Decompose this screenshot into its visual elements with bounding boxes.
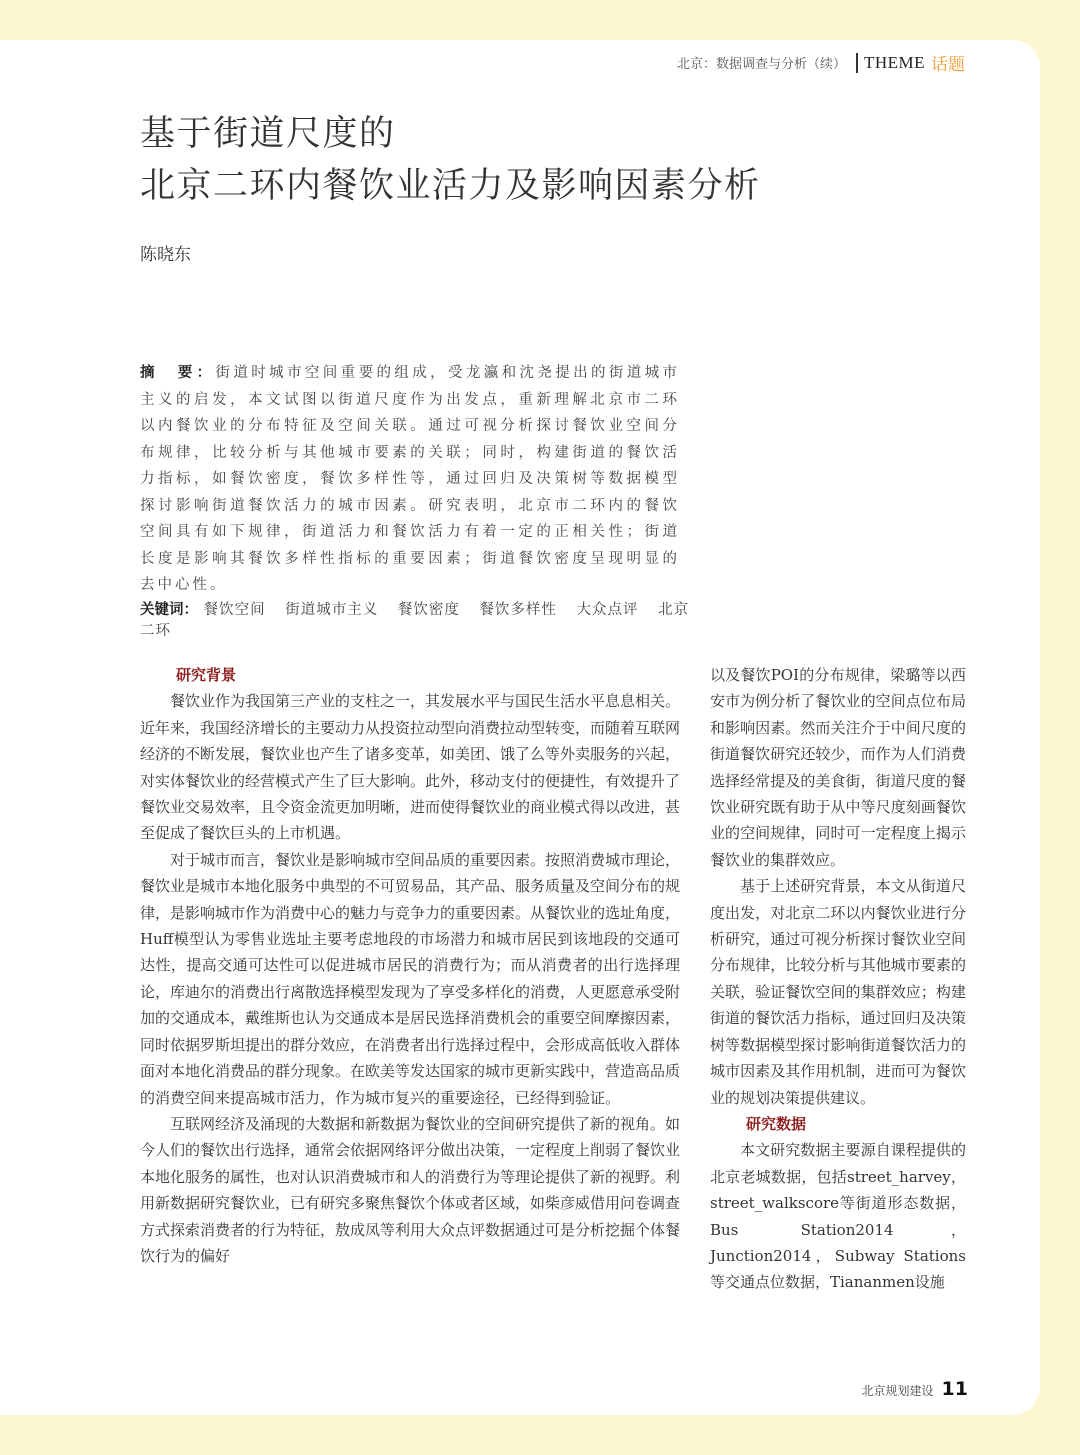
title-line-2: 北京二环内餐饮业活力及影响因素分析 [140,166,761,206]
journal-name: 北京规划建设 [861,1384,934,1398]
title-line-1: 基于街道尺度的 [140,114,396,154]
keyword: 餐饮多样性 [479,602,557,618]
paragraph: 对于城市而言，餐饮业是影响城市空间品质的重要因素。按照消费城市理论，餐饮业是城市本地化服务中典型的不可贸易品，其产品、服务质量及空间分布的规律，是影响城市作为消费中心的魅力与竞争力的重要因素。从餐饮业的选址角度，Huff模型认为零售业选址主要考虑地段的市场潜力和城市居民到该地段的交通可达性，提高交通可达性可以促进城市居民的消费行为；而从消费者的出行选择理论，库迪尔的消费出行离散选择模型发现为了享受多样化的消费，人更愿意承受附加的交通成本，戴维斯也认为交通成本是居民选择消费机会的重要空间摩擦因素，同时依据罗斯坦提出的群分效应，在消费者出行选择过程中，会形成高低收入群体面对本地化消费品的群分现象。在欧美等发达国家的城市更新实践中，营造高品质的消费空间来提高城市活力，作为城市复兴的重要途径，已经得到验证。 [140,850,681,1107]
keyword: 餐饮空间 [203,602,266,618]
keyword: 街道城市主义 [285,602,379,618]
article-title [140,108,761,212]
paragraph: 本文研究数据主要源自课程提供的北京老城数据，包括street_harvey，street_walkscore等街道形态数据，Bus Station2014，Junction2014，Subway Stations等交通点位数据，Tiananmen设施 [710,1141,966,1292]
keyword: 大众点评 [576,602,639,618]
keywords [140,598,700,640]
paragraph: 基于上述研究背景，本文从街道尺度出发，对北京二环以内餐饮业进行分析研究，通过可视分析探讨餐饮业空间分布规律，比较分析与其他城市要素的关联，验证餐饮空间的集群效应；构建街道的餐饮活力指标，通过回归及决策树等数据模型探讨影响街道餐饮活力的城市因素及其作用机制，进而可为餐饮业的规划决策提供建议。 [710,877,966,1107]
header-theme: THEME [863,52,925,72]
keywords-label: 关键词： [140,602,198,618]
paragraph: 餐饮业作为我国第三产业的支柱之一，其发展水平与国民生活水平息息相关。近年来，我国经济增长的主要动力从投资拉动型向消费拉动型转变，而随着互联网经济的不断发展，餐饮业也产生了诸多变革，如美团、饿了么等外卖服务的兴起，对实体餐饮业的经营模式产生了巨大影响。此外，移动支付的便捷性，有效提升了餐饮业交易效率，且令资金流更加明晰，进而使得餐饮业的商业模式得以改进，甚至促成了餐饮巨头的上市机遇。 [140,692,681,843]
body-column-right [710,662,966,1296]
body-column-left [140,662,680,1269]
author: 陈晓东 [140,245,191,265]
abstract-text: 街道时城市空间重要的组成，受龙瀛和沈尧提出的街道城市主义的启发，本文试图以街道尺度作为出发点，重新理解北京市二环以内餐饮业的分布特征及空间关联。通过可视分析探讨餐饮业空间分布规律，比较分析与其他城市要素的关联；同时，构建街道的餐饮活力指标，如餐饮密度，餐饮多样性等，通过回归及决策树等数据模型探讨影响街道餐饮活力的城市因素。研究表明，北京市二环内的餐饮空间具有如下规律，街道活力和餐饮活力有着一定的正相关性；街道长度是影响其餐饮多样性指标的重要因素；街道餐饮密度呈现明显的去中心性。 [140,365,681,593]
page-footer [862,1378,968,1400]
section-heading: 研究数据 [746,1114,807,1133]
abstract-label: 摘 要： [140,364,216,381]
header-section: 北京：数据调查与分析（续） [676,57,846,72]
header-topic: 话题 [931,55,965,75]
paragraph: 互联网经济及涌现的大数据和新数据为餐饮业的空间研究提供了新的视角。如今人们的餐饮出行选择，通常会依据网络评分做出决策，一定程度上削弱了餐饮业本地化服务的属性，也对认识消费城市和人的消费行为等理论提供了新的视野。利用新数据研究餐饮业，已有研究多聚焦餐饮个体或者区域，如柴彦威借用问卷调查方式探索消费者的行为特征，敖成凤等利用大众点评数据通过可是分析挖掘个体餐饮行为的偏好 [140,1114,681,1265]
abstract [140,360,680,599]
running-header [677,50,965,75]
section-heading: 研究背景 [176,666,237,684]
header-divider [856,53,858,73]
keyword: 北京二环 [140,602,690,639]
page-number: 11 [941,1378,968,1400]
paragraph: 以及餐饮POI的分布规律，梁璐等以西安市为例分析了餐饮业的空间点位布局和影响因素。然而关注介于中间尺度的街道餐饮研究还较少，而作为人们消费选择经常提及的美食街，街道尺度的餐饮业研究既有助于从中等尺度刻画餐饮业的空间规律，同时可一定程度上揭示餐饮业的集群效应。 [710,666,966,869]
keyword: 餐饮密度 [397,602,460,618]
